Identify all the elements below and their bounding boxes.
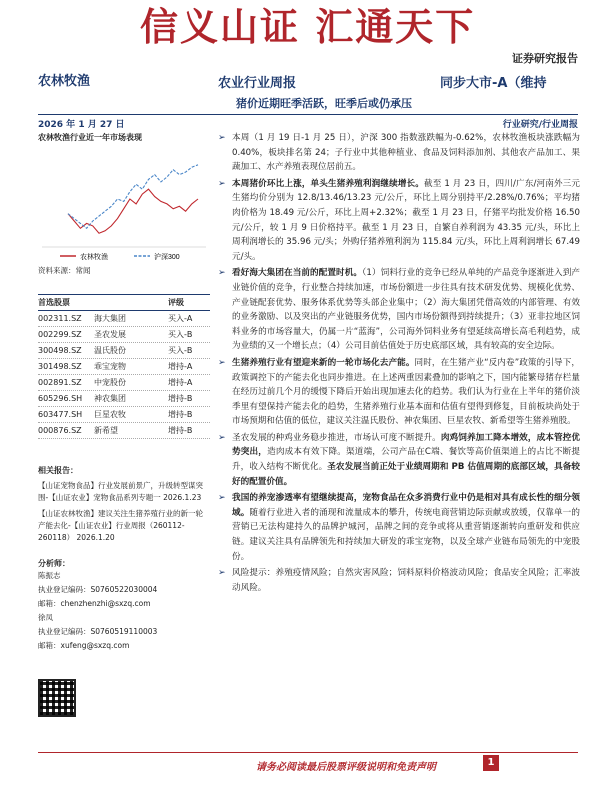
stock-code: 002311.SZ bbox=[38, 314, 82, 323]
stock-name: 温氏股份 bbox=[94, 346, 126, 355]
paragraph-haid bbox=[218, 266, 580, 354]
paragraph-lead: 生猪养殖行业有望迎来新的一轮市场化去产能。 bbox=[232, 357, 415, 368]
stock-code: 002299.SZ bbox=[38, 330, 82, 339]
paragraph-emphasis: 圣农发展当前正处于业绩周期和 PB 估值周期的底部区域，具备较好的配置价值。 bbox=[232, 462, 580, 487]
analyst-name: 陈振志 bbox=[38, 571, 61, 580]
stock-name: 中宠股份 bbox=[94, 378, 126, 387]
paragraph-text: 截至 1 月 23 日，四川/广东/河南外三元生猪均价分别为 12.8/13.46/13.23 元/公斤，环比上周分别持平/2.28%/0.76%；平均猪肉价格为 18.49 元/公斤，环比上周+2.32%；截至 1 月 23 日，仔猪平均批发价格 16.50 元/公斤，较 1 月 9 日价格持平。截至 1 月 23 日，自繁自养利润为 43.35 元/头，环比上周利润增长的 35.96 元/头；外购仔猪养殖利润为 115.84 元/头，环比上周利润增长 67.49 元/头。 bbox=[232, 178, 580, 262]
paragraph-lead: 本周猪价环比上涨，单头生猪养殖利润继续增长。 bbox=[232, 178, 425, 189]
header-divider bbox=[38, 114, 578, 115]
paragraph-hog-price bbox=[218, 177, 580, 265]
chart-source: 资料来源：常闻 bbox=[38, 266, 91, 275]
footer-divider bbox=[38, 752, 578, 753]
paragraph-market bbox=[218, 131, 580, 175]
left-sidebar bbox=[38, 132, 210, 717]
arrow-bullet-icon: ➢ bbox=[218, 493, 226, 504]
stock-code: 605296.SH bbox=[38, 394, 83, 403]
paragraph-text: 风险提示：养殖疫情风险；自然灾害风险；饲料原料价格波动风险；食品安全风险；汇率波动风险。 bbox=[232, 568, 580, 593]
stock-rating: 增持-A bbox=[168, 378, 193, 387]
performance-chart bbox=[38, 145, 210, 263]
brand-slogan: 信义山证 汇通天下 bbox=[140, 4, 476, 49]
arrow-bullet-icon: ➢ bbox=[218, 357, 226, 368]
table-row bbox=[38, 327, 210, 343]
analyst-email[interactable]: 邮箱：chenzhenzhi@sxzq.com bbox=[38, 599, 151, 608]
brand-banner bbox=[140, 0, 476, 49]
paragraph-text: 随着行业进入者的涌现和流量成本的攀升，传统电商营销边际贡献或放缓，仅靠单一的营销已无法构建持久的品牌护城河，品牌之间的竞争或将从重营销逐渐转向重研发和供应链。建议关注具有品牌领先和持续加大研发的乖宝宠物，以及全球产业链布局领先的中宠股份。 bbox=[232, 507, 580, 562]
stock-name: 新希望 bbox=[94, 426, 118, 435]
stock-table-body bbox=[38, 311, 210, 439]
stock-code: 300498.SZ bbox=[38, 346, 82, 355]
paragraph-text: （1）饲料行业的竞争已经从单纯的产品竞争逐渐进入到产业链价值的竞争，行业整合持续加速，市场份额进一步往具有技术研发优势、规模化优势、产业链配套优势、服务体系优势等头部企业集中；（2）海大集团凭借高效的内部管理、有效的业务激励、以及突出的产业链服务优势，国内市场份额得到持续提升；（3）亚非拉地区饲料业务的市场容量大，仍属一片“蓝海”，公司海外饲料业务有望延续高增长高毛利趋势，成为业绩的又一个增长点；（4）公司目前估值处于历史底部区域，具有较高的安全边际。 bbox=[232, 268, 580, 352]
arrow-bullet-icon: ➢ bbox=[218, 568, 226, 579]
table-row bbox=[38, 311, 210, 327]
analyst-name: 徐凤 bbox=[38, 613, 53, 622]
report-category: 行业研究/行业周报 bbox=[502, 120, 578, 130]
stock-name: 神农集团 bbox=[94, 394, 126, 403]
arrow-bullet-icon: ➢ bbox=[218, 268, 226, 279]
table-row bbox=[38, 375, 210, 391]
paragraph-lead: 我国的养宠渗透率有望继续提高，宠物食品在众多消费行业中仍是相对具有成长性的细分领域。 bbox=[232, 493, 580, 518]
report-type: 证券研究报告 bbox=[512, 52, 578, 65]
related-reports-title: 相关报告： bbox=[38, 466, 78, 475]
stock-code: 000876.SZ bbox=[38, 426, 82, 435]
table-row bbox=[38, 391, 210, 407]
chart-svg bbox=[38, 145, 210, 263]
stock-code: 002891.SZ bbox=[38, 378, 82, 387]
stock-rating: 买入-B bbox=[168, 346, 193, 355]
paragraph-text: 造肉成本有效下降。渠道端，公司产品在C端、餐饮等高价值渠道上的占比不断提升，收入结构不断优化。 bbox=[232, 447, 580, 473]
column-header bbox=[94, 297, 168, 308]
chart-background bbox=[38, 145, 210, 263]
table-row bbox=[38, 407, 210, 423]
arrow-bullet-icon: ➢ bbox=[218, 133, 226, 143]
paragraph-text: 本周（1 月 19 日-1 月 25 日），沪深 300 指数涨跌幅为-0.62%，农林牧渔板块涨跌幅为 0.40%，板块排名第 24；子行业中其他种植业、食品及饲料添加剂、其他农产品加工、果蔬加工、水产养殖表现位居前五。 bbox=[232, 133, 580, 173]
stock-rating: 买入-A bbox=[168, 314, 193, 323]
qr-code[interactable] bbox=[38, 679, 76, 717]
legend-label: 农林牧渔 bbox=[80, 254, 108, 261]
paragraph-pet bbox=[218, 491, 580, 564]
paragraph-lead: 看好海大集团在当前的配置时机。 bbox=[232, 268, 363, 279]
stock-code: 301498.SZ bbox=[38, 362, 82, 371]
paragraph-emphasis: 肉鸡饲养加工降本增效，成本管控优势突出， bbox=[232, 432, 580, 458]
related-report-link[interactable]: 【山证宠物食品】行业发展前景广，升级转型谋突围-【山证农业】宠物食品系列专题一 2026.1.23 bbox=[38, 481, 203, 502]
stock-rating: 增持-A bbox=[168, 362, 193, 371]
table-row bbox=[38, 423, 210, 439]
chart-title: 农林牧渔行业近一年市场表现 bbox=[38, 133, 142, 142]
analysts-title: 分析师： bbox=[38, 559, 70, 568]
report-date: 2026 年 1 月 27 日 bbox=[38, 120, 125, 130]
analyst-license: 执业登记编码：S0760519110003 bbox=[38, 627, 158, 636]
stock-rating: 增持-B bbox=[168, 426, 193, 435]
related-report-link[interactable]: 【山证农林牧渔】建议关注生猪养殖行业的新一轮产能去化-【山证农业】行业周报（260112-260118） 2026.1.20 bbox=[38, 509, 203, 542]
stock-table-header bbox=[38, 294, 210, 311]
report-body bbox=[218, 131, 580, 597]
paragraph-text: 同时，在生猪产业“反内卷”政策的引导下，政策调控下的产能去化也同步推进。在上述两重因素叠加的影响之下，国内能繁母猪存栏量在经历过前几个月的缓慢下降后开始出现加速去化的趋势。我们认为行业在上半年的猪价淡季里有望保持产能去化的趋势，生猪养殖行业基本面和估值有望得到修复，目前板块尚处于市场预期和估值的低位，建议关注温氏股份、神农集团、巨星农牧、新希望等生猪养殖股。 bbox=[232, 357, 580, 427]
sector-label: 农林牧渔 bbox=[38, 74, 91, 89]
stock-rating: 增持-B bbox=[168, 394, 193, 403]
column-header: 首选股票 bbox=[38, 298, 70, 307]
paragraph-sunner bbox=[218, 431, 580, 489]
footer-disclaimer[interactable]: 请务必阅读最后股票评级说明和免责声明 bbox=[256, 762, 436, 773]
analyst-email[interactable]: 邮箱：xufeng@sxzq.com bbox=[38, 641, 130, 650]
stock-rating: 增持-B bbox=[168, 410, 193, 419]
table-row bbox=[38, 343, 210, 359]
stock-name: 巨星农牧 bbox=[94, 410, 126, 419]
report-title: 农业行业周报 bbox=[218, 76, 297, 91]
stock-name: 海大集团 bbox=[94, 314, 126, 323]
analyst-license: 执业登记编码：S0760522030004 bbox=[38, 585, 158, 594]
arrow-bullet-icon: ➢ bbox=[218, 178, 226, 189]
legend-label: 沪深300 bbox=[154, 254, 180, 261]
table-row bbox=[38, 359, 210, 375]
page-number: 1 bbox=[483, 755, 499, 771]
sector-rating: 同步大市-A（维持 bbox=[440, 76, 547, 91]
arrow-bullet-icon: ➢ bbox=[218, 432, 226, 443]
stock-name: 圣农发展 bbox=[94, 330, 126, 339]
paragraph-text: 圣农发展的种鸡业务稳步推进，市场认可度不断提升。 bbox=[232, 432, 441, 443]
stock-name: 乖宝宠物 bbox=[94, 362, 126, 371]
stock-code: 603477.SH bbox=[38, 410, 83, 419]
paragraph-risk bbox=[218, 566, 580, 595]
report-subtitle: 猪价近期旺季活跃，旺季后或仍承压 bbox=[236, 97, 412, 110]
paragraph-hog-capacity bbox=[218, 356, 580, 429]
stock-rating: 买入-B bbox=[168, 330, 193, 339]
column-header: 评级 bbox=[168, 298, 184, 307]
